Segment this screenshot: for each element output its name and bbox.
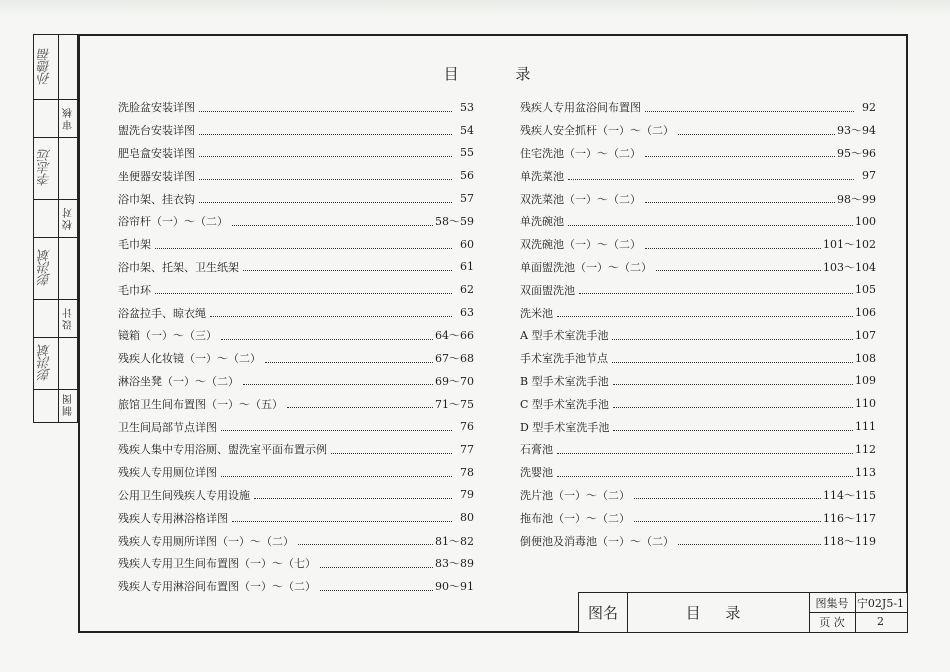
- dot-leader: [320, 555, 433, 568]
- signature: 李志远: [38, 150, 54, 186]
- dot-leader: [568, 213, 853, 226]
- toc-entry: [118, 210, 474, 233]
- toc-entry: [520, 324, 876, 347]
- dot-leader: [221, 418, 452, 431]
- toc-entry-title: 镜箱（一）～（三）: [118, 329, 217, 343]
- dot-leader: [645, 236, 821, 249]
- toc-entry: [520, 392, 876, 415]
- toc-entry-title: 残疾人专用淋浴格详图: [118, 511, 228, 525]
- dot-leader: [232, 509, 452, 522]
- dot-leader: [678, 532, 821, 545]
- toc-entry: [520, 187, 876, 210]
- page-number-value: 2: [877, 615, 884, 628]
- toc-entry-title: 双洗菜池（一）～（二）: [520, 192, 641, 206]
- toc-entry: [118, 187, 474, 210]
- toc-entry-page: 60: [460, 237, 474, 251]
- toc-entry-page: 110: [855, 397, 876, 411]
- toc-entry: [520, 529, 876, 552]
- signature: 彭洪斌: [38, 345, 54, 381]
- toc-entry-title: 洗婴池: [520, 466, 553, 480]
- toc-entry-title: 倒便池及消毒池（一）～（二）: [520, 534, 674, 548]
- dot-leader: [613, 372, 853, 385]
- toc-entry: [520, 506, 876, 529]
- toc-entry-page: 78: [460, 465, 474, 479]
- toc-entry-page: 95～96: [837, 146, 876, 160]
- toc-entry-title: 坐便器安装详图: [118, 169, 195, 183]
- dot-leader: [634, 486, 821, 499]
- toc-entry-page: 90～91: [435, 580, 474, 594]
- toc-entry-title: D 型手术室洗手池: [520, 420, 610, 434]
- dot-leader: [210, 304, 452, 317]
- toc-entry: [520, 415, 876, 438]
- toc-entry: [118, 278, 474, 301]
- toc-entry: [520, 142, 876, 165]
- dot-leader: [298, 532, 433, 545]
- toc-entry: [520, 301, 876, 324]
- toc-entry-page: 100: [855, 214, 876, 228]
- sidebar-cell: [34, 337, 77, 390]
- toc-entry-page: 113: [855, 465, 876, 479]
- toc-entry-title: 淋浴坐凳（一）～（二）: [118, 374, 239, 388]
- dot-leader: [645, 190, 835, 203]
- toc-entry-title: 洗片池（一）～（二）: [520, 488, 630, 502]
- toc-entry-page: 111: [855, 420, 876, 434]
- toc-entry-page: 108: [855, 351, 876, 365]
- toc-entry: [118, 484, 474, 507]
- toc-entry-page: 77: [460, 442, 474, 456]
- dot-leader: [613, 395, 853, 408]
- toc-entry-title: 拖布池（一）～（二）: [520, 511, 630, 525]
- toc-entry-page: 106: [855, 306, 876, 320]
- dot-leader: [287, 395, 433, 408]
- toc-entry: [118, 415, 474, 438]
- toc-entry-page: 114～115: [823, 488, 876, 502]
- dot-leader: [232, 213, 433, 226]
- toc-entry-page: 53: [460, 100, 474, 114]
- toc-entry-page: 76: [460, 420, 474, 434]
- toc-entry: [520, 461, 876, 484]
- toc-entry: [520, 256, 876, 279]
- toc-entry-page: 107: [855, 328, 876, 342]
- toc-entry-page: 71～75: [435, 397, 474, 411]
- toc-entry-page: 80: [460, 511, 474, 525]
- toc-entry: [118, 233, 474, 256]
- toc-entry-page: 112: [855, 442, 876, 456]
- toc-entry-title: 残疾人专用卫生间布置图（一）～（七）: [118, 557, 316, 571]
- toc-entry-title: 单洗菜池: [520, 169, 564, 183]
- toc-entry-title: 残疾人专用盆浴间布置图: [520, 101, 641, 115]
- dot-leader: [199, 144, 452, 157]
- toc-entry-page: 79: [460, 488, 474, 502]
- toc-column-left: [118, 96, 474, 598]
- toc-entry-page: 98～99: [837, 192, 876, 206]
- sidebar-role-label: 制图: [63, 392, 75, 417]
- dot-leader: [320, 578, 433, 591]
- dot-leader: [199, 190, 452, 203]
- dot-leader: [612, 327, 853, 340]
- toc-entry: [520, 210, 876, 233]
- toc-entry-page: 63: [460, 306, 474, 320]
- toc-entry-title: 洗脸盆安装详图: [118, 101, 195, 115]
- toc-entry: [118, 347, 474, 370]
- toc-entry: [118, 461, 474, 484]
- toc-entry-page: 55: [460, 146, 474, 160]
- dot-leader: [557, 304, 853, 317]
- dot-leader: [199, 122, 452, 135]
- toc-entry: [520, 233, 876, 256]
- approval-sidebar: [33, 34, 78, 423]
- toc-entry-page: 64～66: [435, 329, 474, 343]
- sidebar-role-label: 校对: [63, 206, 75, 230]
- sidebar-cell: [34, 199, 77, 238]
- toc-entry: [118, 438, 474, 461]
- toc-entry-page: 93～94: [837, 124, 876, 138]
- toc-entry-page: 92: [862, 100, 876, 114]
- toc-entry-title: 残疾人化妆镜（一）～（二）: [118, 352, 261, 366]
- dot-leader: [645, 144, 835, 157]
- dot-leader: [199, 99, 452, 112]
- toc-entry-page: 105: [855, 283, 876, 297]
- toc-entry-title: 洗米池: [520, 306, 553, 320]
- dot-leader: [155, 236, 452, 249]
- dot-leader: [331, 441, 452, 454]
- toc-entry-page: 56: [460, 169, 474, 183]
- toc-entry-title: 单洗碗池: [520, 215, 564, 229]
- toc-entry-title: 残疾人专用淋浴间布置图（一）～（二）: [118, 580, 316, 594]
- drawing-name-value: 目 录: [685, 603, 751, 622]
- toc-entry: [520, 164, 876, 187]
- toc-entry: [118, 301, 474, 324]
- dot-leader: [568, 167, 854, 180]
- sidebar-cell: [34, 389, 77, 420]
- dot-leader: [557, 464, 853, 477]
- toc-entry: [118, 392, 474, 415]
- toc-entry-title: 旅馆卫生间布置图（一）～（五）: [118, 397, 283, 411]
- signature: 彭洪斌: [38, 250, 54, 286]
- atlas-number-label: 图集号: [815, 596, 849, 610]
- atlas-number-value: 宁02J5-1: [856, 596, 905, 610]
- toc-entry-page: 109: [855, 374, 876, 388]
- toc-entry-page: 118～119: [823, 534, 876, 548]
- sidebar-role-label: 审核: [63, 106, 75, 130]
- toc-entry: [118, 552, 474, 575]
- toc-entry: [520, 484, 876, 507]
- dot-leader: [678, 122, 835, 135]
- toc-entry-title: 手术室洗手池节点: [520, 352, 608, 366]
- toc-entry: [520, 119, 876, 142]
- dot-leader: [656, 258, 821, 271]
- toc-entry: [118, 529, 474, 552]
- dot-leader: [265, 350, 433, 363]
- toc-entry-title: 公用卫生间残疾人专用设施: [118, 488, 250, 502]
- toc-entry-title: 石膏池: [520, 443, 553, 457]
- dot-leader: [612, 350, 853, 363]
- dot-leader: [221, 464, 452, 477]
- toc-entry-title: 残疾人集中专用浴厕、盥洗室平面布置示例: [118, 443, 327, 457]
- toc-entry-page: 57: [460, 192, 474, 206]
- toc-entry: [118, 370, 474, 393]
- sidebar-cell: [34, 137, 77, 200]
- toc-entry: [118, 142, 474, 165]
- toc-entry-title: 残疾人专用厕位详图: [118, 466, 217, 480]
- toc-entry-title: 浴盆拉手、晾衣绳: [118, 306, 206, 320]
- toc-entry-title: A 型手术室洗手池: [520, 329, 609, 343]
- sidebar-role-label: 设计: [63, 306, 75, 330]
- toc-entry-page: 83～89: [435, 557, 474, 571]
- dot-leader: [634, 509, 821, 522]
- toc-entry-title: B 型手术室洗手池: [520, 374, 609, 388]
- toc-entry: [520, 278, 876, 301]
- toc-entry-title: 毛巾架: [118, 238, 151, 252]
- dot-leader: [243, 372, 433, 385]
- sidebar-cell: [34, 237, 77, 300]
- toc-entry-title: 肥皂盒安装详图: [118, 146, 195, 160]
- toc-entry-title: 单面盥洗池（一）～（二）: [520, 260, 652, 274]
- dot-leader: [579, 281, 853, 294]
- toc-entry-title: 双洗碗池（一）～（二）: [520, 238, 641, 252]
- toc-entry: [118, 119, 474, 142]
- dot-leader: [645, 99, 854, 112]
- signature: 孙德福: [38, 49, 54, 85]
- toc-entry-title: 双面盥洗池: [520, 283, 575, 297]
- title-block: [578, 592, 908, 633]
- toc-entry-page: 54: [460, 123, 474, 137]
- page-title: 目 录: [443, 65, 557, 83]
- toc-entry-title: 浴帘杆（一）～（二）: [118, 215, 228, 229]
- toc-entry-title: 毛巾环: [118, 283, 151, 297]
- toc-entry-title: 残疾人专用厕所详图（一）～（二）: [118, 534, 294, 548]
- scan-edge: [0, 0, 950, 18]
- toc-entry-page: 81～82: [435, 534, 474, 548]
- toc-entry: [520, 438, 876, 461]
- dot-leader: [221, 327, 433, 340]
- dot-leader: [613, 418, 853, 431]
- toc-entry: [118, 575, 474, 598]
- toc-entry-page: 62: [460, 283, 474, 297]
- toc-entry: [118, 96, 474, 119]
- toc-entry-title: C 型手术室洗手池: [520, 397, 609, 411]
- dot-leader: [254, 486, 452, 499]
- toc-entry-page: 101～102: [823, 238, 876, 252]
- toc-entry-title: 卫生间局部节点详图: [118, 420, 217, 434]
- toc-entry: [520, 347, 876, 370]
- sidebar-cell: [34, 35, 77, 100]
- drawing-name-label: 图名: [587, 603, 618, 622]
- toc-entry-page: 103～104: [823, 260, 876, 274]
- dot-leader: [557, 441, 853, 454]
- toc-entry: [118, 164, 474, 187]
- toc-entry-title: 住宅洗池（一）～（二）: [520, 146, 641, 160]
- toc-column-right: [520, 96, 876, 552]
- toc-entry-title: 残疾人安全抓杆（一）～（二）: [520, 124, 674, 138]
- toc-entry-title: 浴巾架、托架、卫生纸架: [118, 260, 239, 274]
- toc-entry-page: 67～68: [435, 352, 474, 366]
- toc-entry-page: 116～117: [823, 511, 876, 525]
- dot-leader: [243, 258, 452, 271]
- sidebar-cell: [34, 99, 77, 138]
- toc-entry: [118, 506, 474, 529]
- dot-leader: [155, 281, 452, 294]
- toc-entry: [118, 324, 474, 347]
- sidebar-cell: [34, 299, 77, 338]
- toc-entry: [520, 96, 876, 119]
- page-number-label: 页 次: [819, 615, 845, 629]
- toc-entry-title: 浴巾架、挂衣钩: [118, 192, 195, 206]
- toc-entry-page: 58～59: [435, 215, 474, 229]
- toc-entry: [520, 370, 876, 393]
- toc-entry-page: 61: [460, 260, 474, 274]
- toc-entry-page: 69～70: [435, 374, 474, 388]
- dot-leader: [199, 167, 452, 180]
- toc-entry-page: 97: [862, 169, 876, 183]
- toc-entry-title: 盥洗台安装详图: [118, 124, 195, 138]
- toc-entry: [118, 256, 474, 279]
